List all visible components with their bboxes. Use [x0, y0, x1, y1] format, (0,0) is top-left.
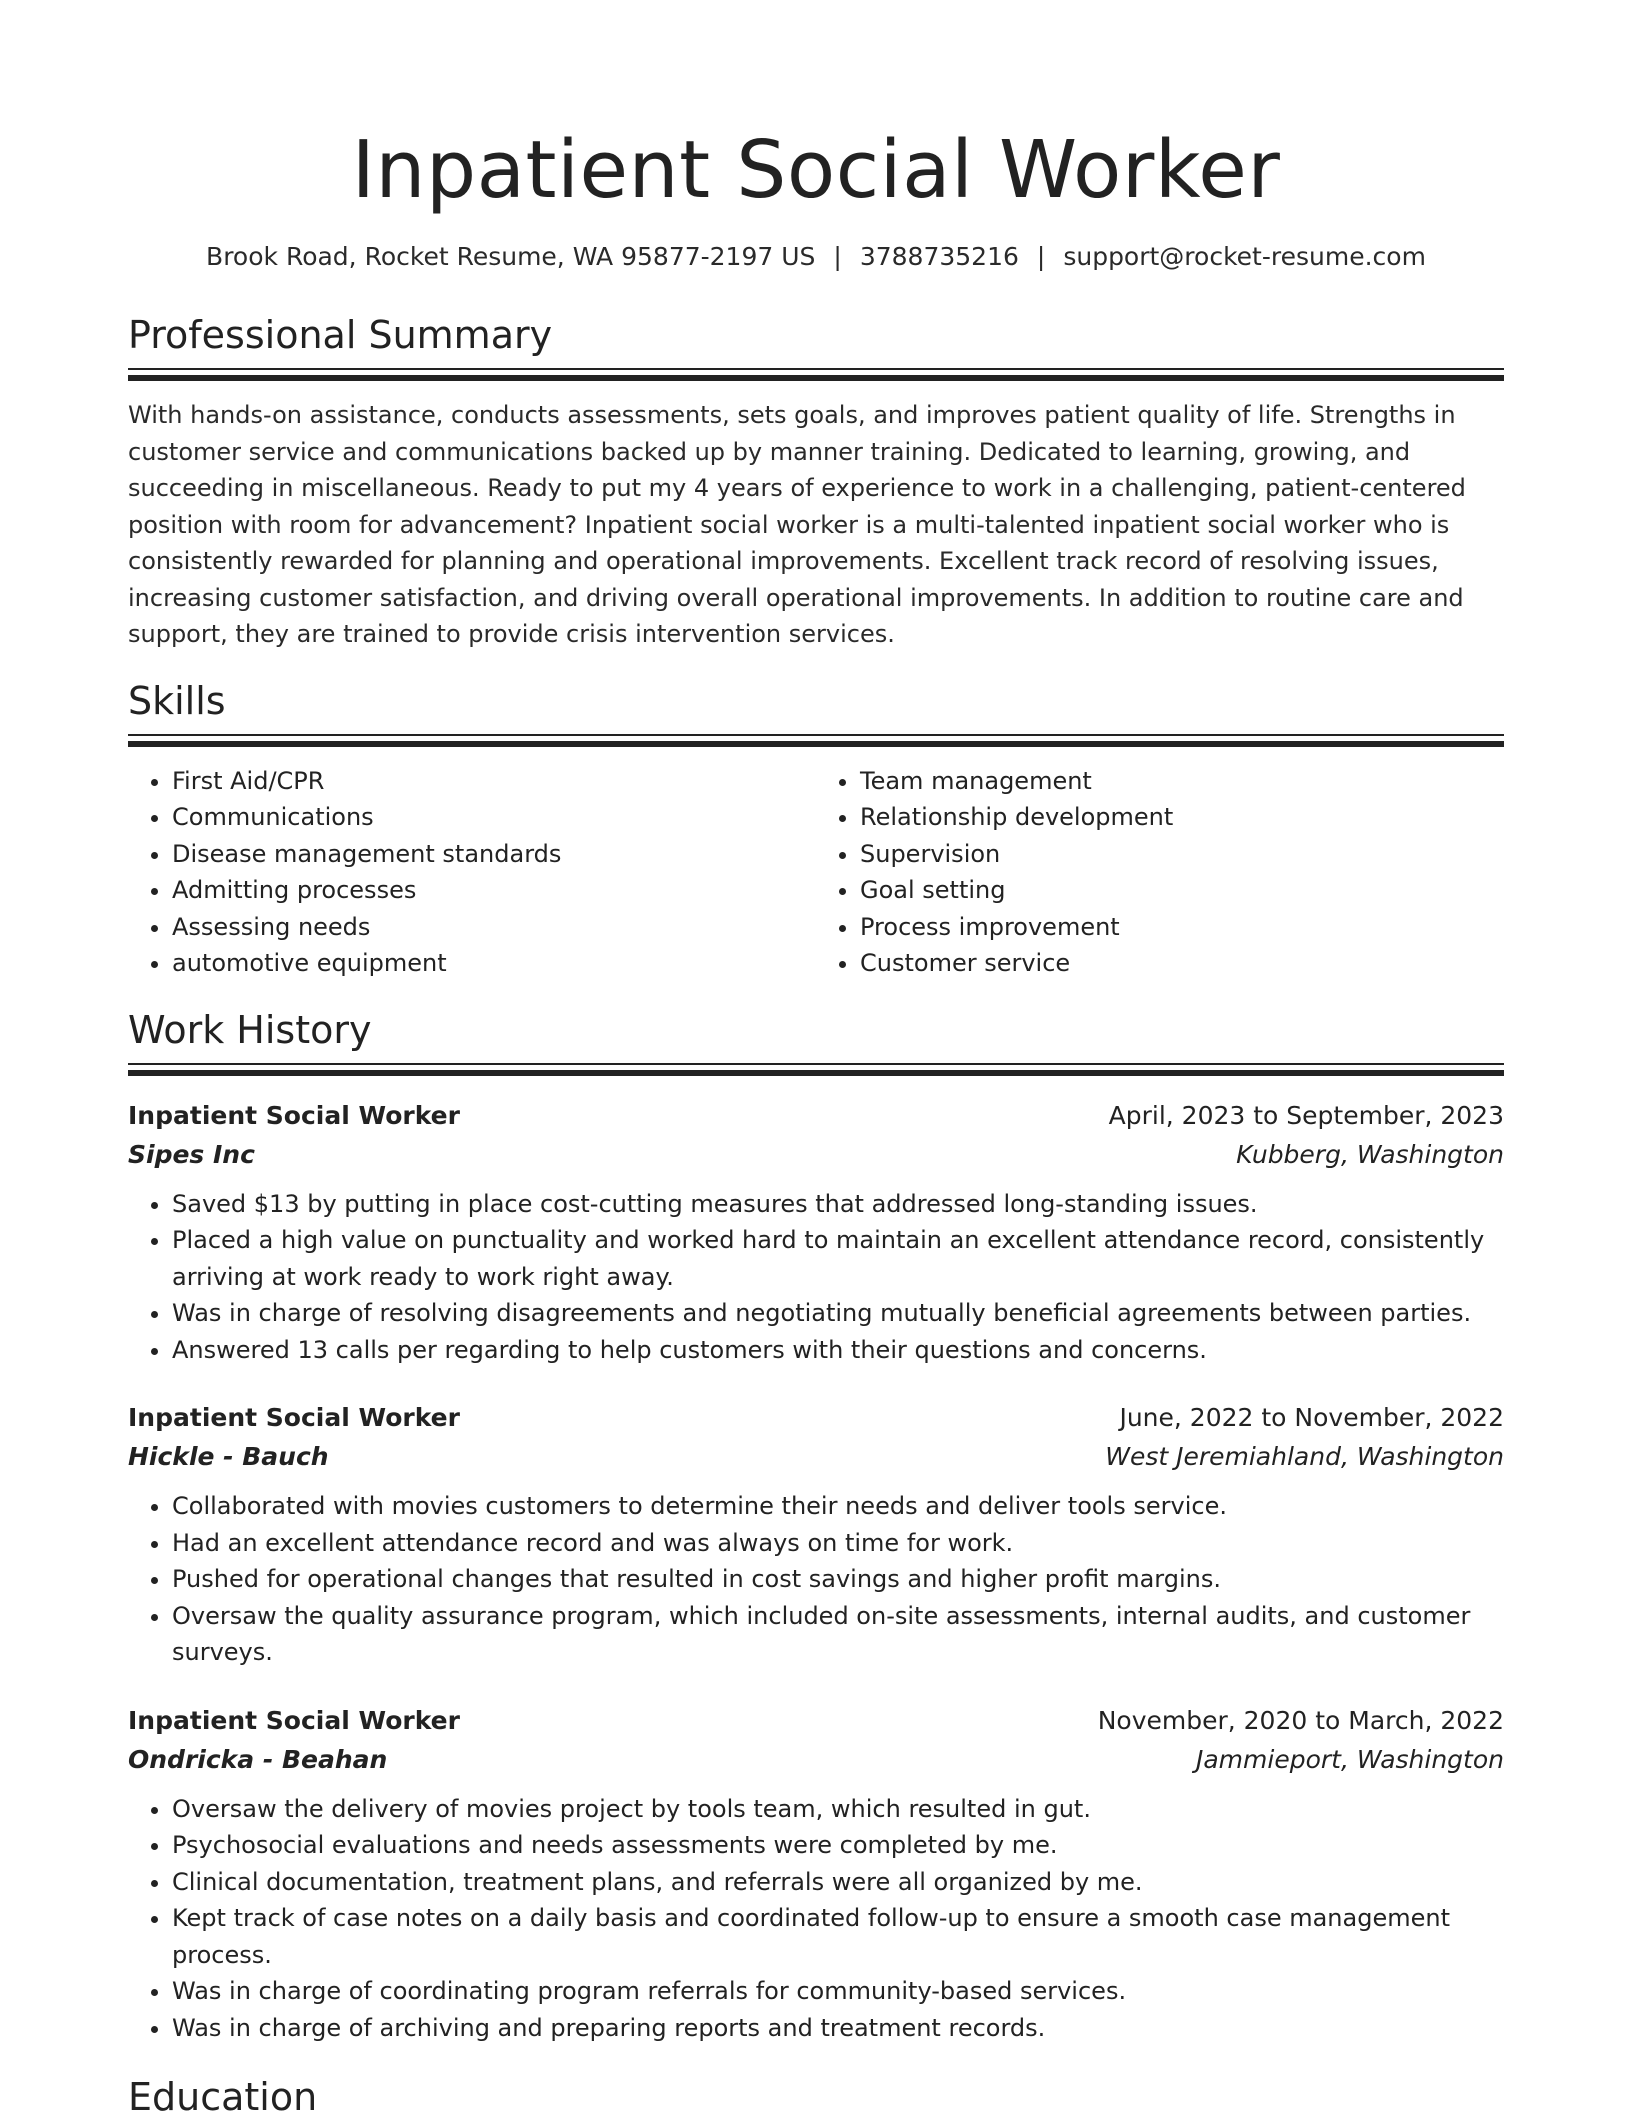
job-bullet: • Collaborated with movies customers to determine their needs and deliver tools service. — [172, 1488, 1504, 1525]
section-title-skills: Skills — [128, 678, 226, 723]
job-bullet: • Saved $13 by putting in place cost-cutting measures that addressed long-standing issues. — [172, 1186, 1504, 1223]
phone: 3788735216 — [859, 242, 1019, 271]
job-bullet: • Had an excellent attendance record and was always on time for work. — [172, 1525, 1504, 1562]
job-entry — [128, 1096, 1504, 1369]
job-bullet: • Was in charge of archiving and preparing reports and treatment records. — [172, 2010, 1504, 2047]
skill-item: • Communications — [172, 799, 816, 836]
skill-item: • Supervision — [860, 836, 1504, 873]
section-title-summary: Professional Summary — [128, 313, 553, 357]
job-bullet: • Clinical documentation, treatment plans, and referrals were all organized by me. — [172, 1864, 1504, 1901]
section-divider — [128, 1063, 1504, 1078]
job-header-row — [128, 1096, 1504, 1135]
skill-item: • Assessing needs — [172, 909, 816, 946]
job-bullets — [128, 1488, 1504, 1671]
candidate-name: Inpatient Social Worker — [351, 124, 1281, 216]
job-title: Inpatient Social Worker — [128, 1705, 460, 1735]
job-bullet: • Psychosocial evaluations and needs assessments were completed by me. — [172, 1827, 1504, 1864]
section-divider — [128, 368, 1504, 383]
skill-item: • Disease management standards — [172, 836, 816, 873]
job-bullet: • Was in charge of resolving disagreements and negotiating mutually beneficial agreements between parties. — [172, 1295, 1504, 1332]
job-bullets — [128, 1791, 1504, 2047]
skills-section — [128, 678, 1504, 982]
job-subheader-row — [128, 1437, 1504, 1476]
job-subheader-row — [128, 1740, 1504, 1779]
job-bullets — [128, 1186, 1504, 1369]
work-history-section — [128, 1007, 1504, 2047]
job-entry — [128, 1398, 1504, 1671]
job-location: West Jeremiahland, Washington — [1105, 1442, 1504, 1471]
job-bullet: • Placed a high value on punctuality and worked hard to maintain an excellent attendance record, consistently arriving at work ready to work right away. — [172, 1222, 1504, 1295]
job-title: Inpatient Social Worker — [128, 1403, 460, 1432]
job-company: Sipes Inc — [128, 1139, 255, 1169]
skills-grid — [128, 763, 1504, 982]
education-section — [128, 2074, 1504, 2120]
job-company: Ondricka - Beahan — [128, 1744, 388, 1774]
summary-section — [128, 312, 1504, 653]
job-title: Inpatient Social Worker — [128, 1100, 460, 1130]
skill-item: • Customer service — [860, 945, 1504, 982]
skill-item: • First Aid/CPR — [172, 763, 816, 800]
summary-text: With hands-on assistance, conducts assessments, sets goals, and improves patient quality of life. Strengths in customer service and communications backed up by manner training. Dedicated to learning, growing, and succeeding in miscellaneous. Ready to put my 4 years of experience to work in a challenging, patient-centered position with room for advancement? Inpatient social worker is a multi-talented inpatient social worker who is consistently rewarded for planning and operational improvements. Excellent track record of resolving issues, increasing customer satisfaction, and driving overall operational improvements. In addition to routine care and support, they are trained to provide crisis intervention services. — [128, 401, 1466, 648]
job-subheader-row — [128, 1135, 1504, 1174]
job-dates: June, 2022 to November, 2022 — [1119, 1403, 1504, 1432]
job-bullet: • Pushed for operational changes that resulted in cost savings and higher profit margins. — [172, 1561, 1504, 1598]
contact-line — [128, 240, 1504, 274]
skill-item: • Goal setting — [860, 872, 1504, 909]
job-location: Jammieport, Washington — [1195, 1744, 1504, 1774]
skill-item: • Relationship development — [860, 799, 1504, 836]
contact-separator: | — [833, 242, 842, 271]
skill-item: • Admitting processes — [172, 872, 816, 909]
job-entry — [128, 1701, 1504, 2047]
job-bullet: • Oversaw the delivery of movies project by tools team, which resulted in gut. — [172, 1791, 1504, 1828]
job-bullet: • Answered 13 calls per regarding to help customers with their questions and concerns. — [172, 1332, 1504, 1369]
skill-item: • automotive equipment — [172, 945, 816, 982]
skill-item: • Team management — [860, 763, 1504, 800]
section-title-education: Education — [128, 2075, 318, 2119]
skill-item: • Process improvement — [860, 909, 1504, 946]
job-bullet: • Oversaw the quality assurance program, which included on-site assessments, internal audits, and customer surveys. — [172, 1598, 1504, 1671]
skills-column-left — [128, 763, 816, 982]
job-dates: November, 2020 to March, 2022 — [1097, 1705, 1504, 1735]
job-bullet: • Kept track of case notes on a daily basis and coordinated follow-up to ensure a smooth case management process. — [172, 1900, 1504, 1973]
section-title-work-history: Work History — [128, 1007, 372, 1052]
email-link[interactable]: support@rocket-resume.com — [1063, 242, 1426, 271]
job-company: Hickle - Bauch — [128, 1442, 329, 1471]
section-divider — [128, 734, 1504, 749]
address: Brook Road, Rocket Resume, WA 95877-2197 US — [206, 242, 816, 271]
job-header-row — [128, 1701, 1504, 1740]
job-bullet: • Was in charge of coordinating program referrals for community-based services. — [172, 1973, 1504, 2010]
job-location: Kubberg, Washington — [1236, 1139, 1504, 1169]
job-header-row — [128, 1398, 1504, 1437]
job-dates: April, 2023 to September, 2023 — [1108, 1100, 1504, 1130]
skills-column-right — [816, 763, 1504, 982]
contact-separator: | — [1036, 242, 1046, 271]
